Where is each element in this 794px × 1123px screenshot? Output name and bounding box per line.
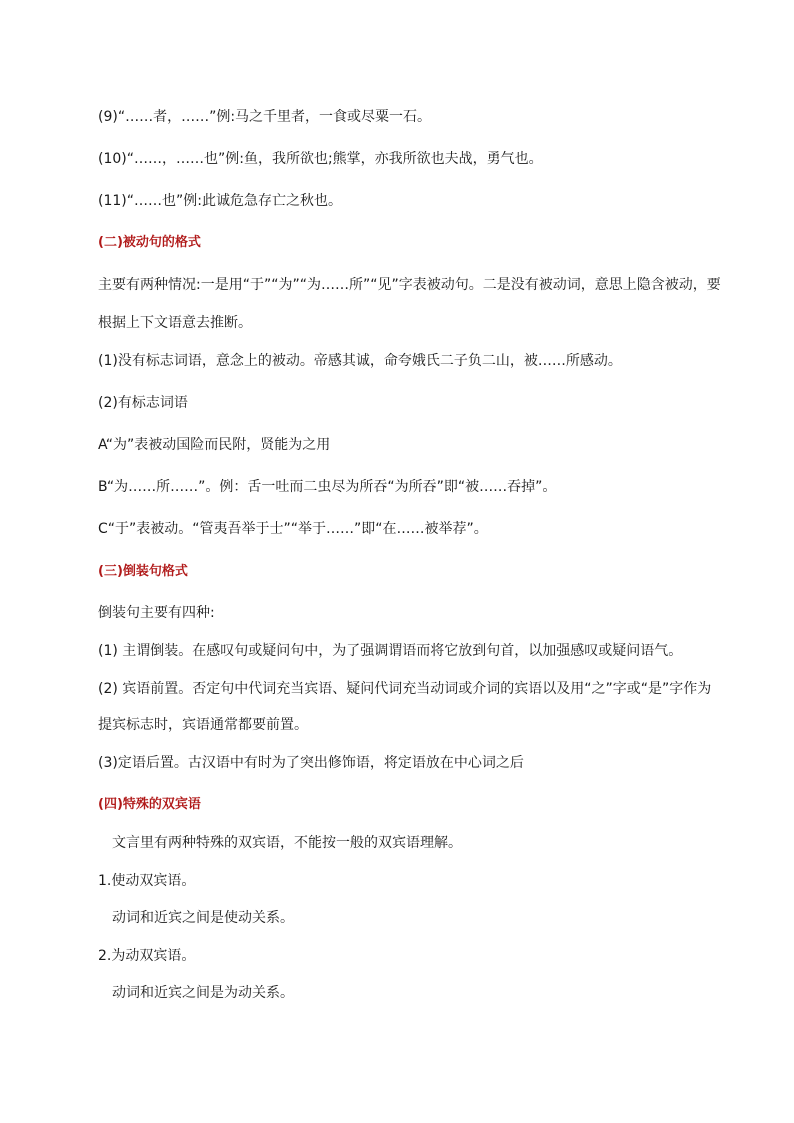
inversion-intro: 倒装句主要有四种: [98,605,215,621]
inversion-item-3: (3)定语后置。古汉语中有时为了突出修饰语，将定语放在中心词之后 [98,755,524,771]
inversion-item-2-line-2: 提宾标志时，宾语通常都要前置。 [98,717,308,733]
passive-item-b: B“为……所……”。例：舌一吐而二虫尽为所吞“为所吞”即“被……吞掉”。 [98,479,557,495]
inversion-item-2-line-1: (2) 宾语前置。否定句中代词充当宾语、疑问代词充当动词或介词的宾语以及用“之”字或“是”字作为 [98,681,712,697]
double-object-item-2: 2.为动双宾语。 [98,948,196,964]
example-line-9: (9)“……者，……”例:马之千里者，一食或尽粟一石。 [98,109,432,125]
double-object-intro: 文言里有两种特殊的双宾语，不能按一般的双宾语理解。 [112,835,462,851]
section-heading-passive: (二)被动句的格式 [98,235,201,250]
double-object-item-1: 1.使动双宾语。 [98,873,196,889]
passive-intro-line-1: 主要有两种情况:一是用“于”“为”“为……所”“见”字表被动句。二是没有被动词，意思上隐含被动，要 [98,277,721,293]
passive-item-c: C“于”表被动。“管夷吾举于士”“举于……”即“在……被举荐”。 [98,521,488,537]
section-heading-inversion: (三)倒装句格式 [98,564,188,579]
passive-item-2: (2)有标志词语 [98,395,188,411]
passive-item-1: (1)没有标志词语，意念上的被动。帝感其诚，命夸娥氏二子负二山，被……所感动。 [98,353,622,369]
passive-intro-line-2: 根据上下文语意去推断。 [98,315,252,331]
inversion-item-1: (1) 主谓倒装。在感叹句或疑问句中，为了强调谓语而将它放到句首，以加强感叹或疑问语气。 [98,643,683,659]
double-object-item-1-desc: 动词和近宾之间是使动关系。 [112,910,294,926]
passive-item-a: A“为”表被动国险而民附，贤能为之用 [98,437,331,453]
section-heading-double-object: (四)特殊的双宾语 [98,797,201,812]
example-line-10: (10)“……，……也”例:鱼，我所欲也;熊掌，亦我所欲也夫战，勇气也。 [98,151,543,167]
double-object-item-2-desc: 动词和近宾之间是为动关系。 [112,985,294,1001]
example-line-11: (11)“……也”例:此诚危急存亡之秋也。 [98,193,342,209]
